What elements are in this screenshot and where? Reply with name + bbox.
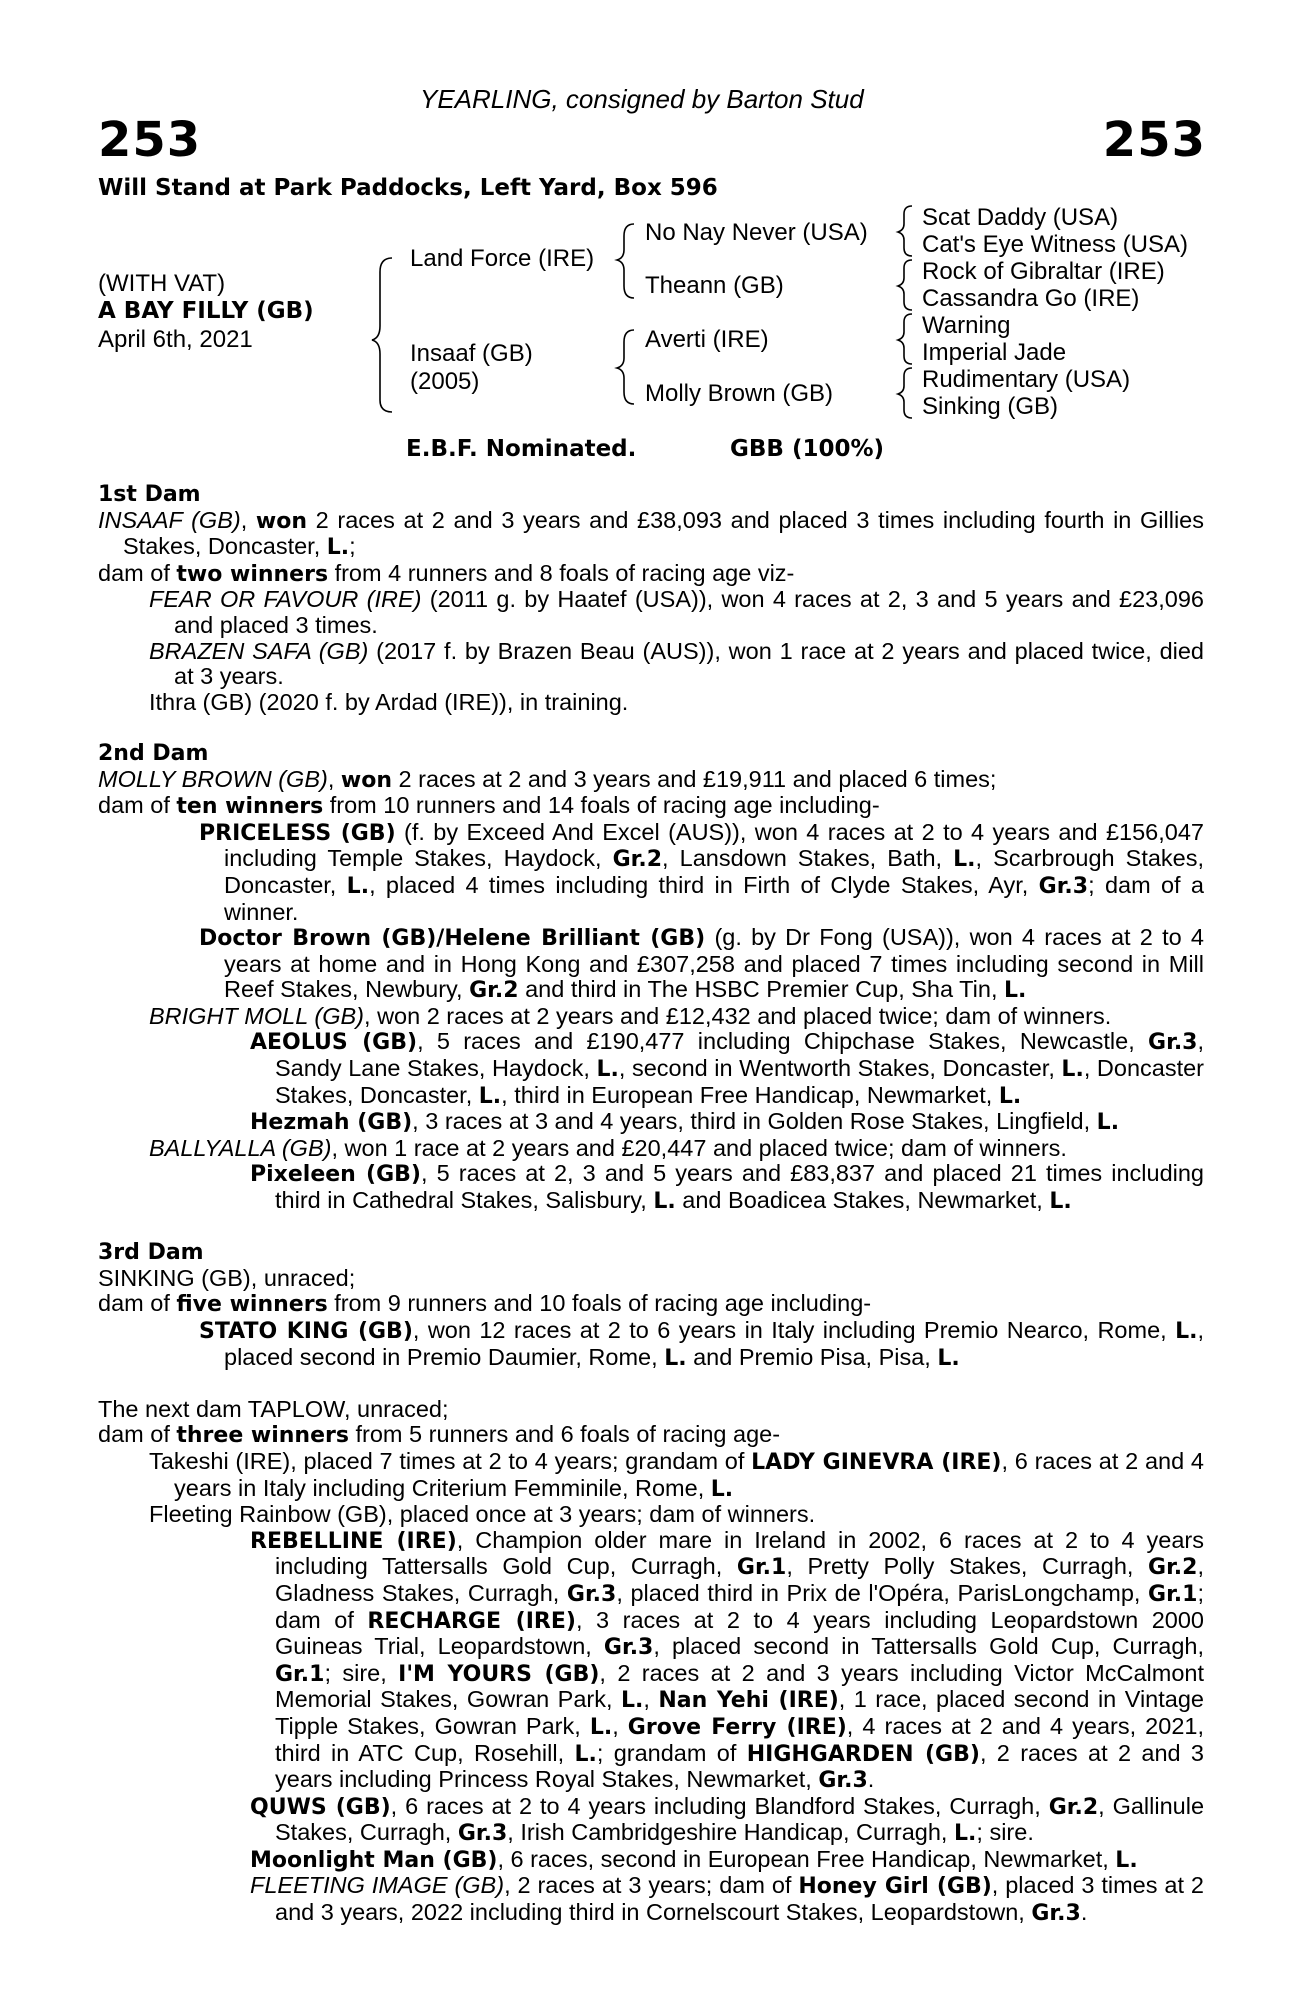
second-dam-record: MOLLY BROWN (GB), won 2 races at 2 and 3 years and £19,911 and placed 6 times;: [98, 765, 997, 793]
list-item: [98, 690, 1204, 716]
next-dam-record: The next dam TAPLOW, unraced;: [98, 1395, 449, 1422]
third-dam-produce: [98, 1291, 1204, 1318]
grade-mark: Gr.2: [1148, 1555, 1198, 1581]
record-text: .: [1080, 1899, 1088, 1926]
ancestor-4: Cassandra Go (IRE): [922, 285, 1140, 312]
offspring-name: Honey Girl (GB): [798, 1874, 992, 1900]
record-text: , won 12 races at 2 to 6 years in Italy including Premio Nearco, Rome,: [412, 1317, 1176, 1343]
record-text: , Gladness Stakes, Curragh,: [275, 1553, 1204, 1606]
record-text: , Gallinule Stakes, Curragh,: [275, 1792, 1205, 1846]
record-text: 2 races at 2 and 3 years and £19,911 and placed 6 times;: [392, 765, 997, 792]
record-text: from 9 runners and 10 foals of racing age including-: [327, 1290, 872, 1317]
won-text: won: [255, 508, 308, 534]
dam-year: (2005): [410, 368, 480, 395]
record-text: , placed second in Tattersalls Gold Cup, Curragh,: [653, 1633, 1204, 1660]
grade-mark: Gr.2: [469, 978, 519, 1004]
listed-mark: L.: [1004, 978, 1027, 1004]
offspring-name: I'M YOURS (GB): [398, 1661, 600, 1687]
offspring-name: BALLYALLA (GB): [149, 1134, 332, 1161]
winners-count: three winners: [176, 1423, 349, 1449]
grade-mark: Gr.1: [736, 1555, 787, 1581]
dam-name: INSAAF (GB): [98, 506, 241, 533]
record-text: , second in Wentworth Stakes, Doncaster,: [618, 1055, 1062, 1082]
record-text: , 5 races at 2, 3 and 5 years and £83,837 and placed 21 times including third in Cathedral Stakes, Salisbury,: [275, 1160, 1205, 1214]
record-text: (2017 f. by Brazen Beau (AUS)), won 1 race at 2 years and placed twice, died at 3 years.: [174, 637, 1204, 690]
record-text: , 3 races at 2 to 4 years including Leopardstown 2000 Guineas Trial, Leopardstown,: [275, 1606, 1204, 1660]
catalogue-body: [98, 482, 1204, 1927]
list-item: [98, 1502, 1204, 1528]
ancestor-1: Scat Daddy (USA): [922, 204, 1119, 231]
record-text: (g. by Dr Fong (USA)), won 4 races at 2 to 4 years at home and in Hong Kong and £307,258 and placed 7 times including second in Mill Reef Stakes, Newbury,: [224, 924, 1205, 1003]
listed-mark: L.: [937, 1345, 960, 1371]
list-item: [98, 1528, 1204, 1794]
record-text: , 3 races at 3 and 4 years, third in Golden Rose Stakes, Lingfield,: [412, 1108, 1097, 1135]
listed-mark: L.: [998, 1083, 1022, 1109]
first-dam-record: INSAAF (GB), won 2 races at 2 and 3 years and £38,093 and placed 3 times including fourth in Gillies Stakes, Doncaster, L.;: [98, 506, 1204, 561]
ancestor-7: Rudimentary (USA): [922, 366, 1131, 393]
listed-mark: L.: [653, 1189, 676, 1215]
list-item: [98, 587, 1204, 638]
ebf-nominated: E.B.F. Nominated.: [406, 436, 637, 462]
listed-mark: L.: [596, 1057, 619, 1083]
offspring-name: AEOLUS (GB): [250, 1030, 418, 1056]
record-text: ,: [612, 1712, 628, 1739]
grade-mark: Gr.3: [566, 1581, 617, 1607]
second-dam-section: [98, 741, 1204, 1215]
record-text: , placed third in Prix de l'Opéra, ParisLongchamp,: [616, 1579, 1149, 1606]
grade-mark: Gr.2: [612, 847, 663, 873]
offspring-name: Doctor Brown (GB)/Helene Brilliant (GB): [199, 926, 706, 952]
offspring-name: Grove Ferry (IRE): [627, 1714, 847, 1740]
listed-mark: L.: [1061, 1057, 1084, 1083]
ancestor-3: Rock of Gibraltar (IRE): [922, 258, 1165, 285]
consignor-line: YEARLING, consigned by Barton Stud: [420, 84, 864, 114]
list-item: [98, 1873, 1204, 1926]
next-dam-produce: [98, 1422, 1204, 1449]
list-item: [98, 1161, 1204, 1214]
listed-mark: L.: [1115, 1847, 1138, 1873]
record-text: from 4 runners and 8 foals of racing age viz-: [328, 559, 795, 586]
record-text: , placed second in Premio Daumier, Rome,: [224, 1317, 1204, 1370]
grade-mark: Gr.3: [818, 1768, 868, 1794]
vat-label: (WITH VAT): [98, 270, 226, 297]
record-text: , Doncaster Stakes, Doncaster,: [275, 1055, 1205, 1108]
list-item: [98, 1029, 1204, 1109]
record-text: and Boadicea Stakes, Newmarket,: [675, 1187, 1050, 1214]
dam-name: Insaaf (GB): [410, 340, 533, 367]
grade-mark: Gr.2: [1048, 1794, 1099, 1820]
record-text: , 4 races at 2 and 4 years, 2021, third in ATC Cup, Rosehill,: [275, 1712, 1204, 1766]
offspring-name: BRAZEN SAFA (GB): [149, 637, 369, 664]
record-text: ; grandam of: [596, 1739, 747, 1766]
record-text: , 5 races and £190,477 including Chipchase Stakes, Newcastle,: [417, 1028, 1149, 1055]
dam-dam: Molly Brown (GB): [645, 380, 834, 407]
ancestor-8: Sinking (GB): [922, 393, 1059, 420]
grade-mark: Gr.1: [275, 1661, 325, 1687]
record-text: from 5 runners and 6 foals of racing age-: [348, 1421, 781, 1448]
winners-count: ten winners: [176, 794, 324, 820]
sire-dam: Theann (GB): [645, 272, 784, 299]
grade-mark: Gr.3: [457, 1821, 508, 1847]
listed-mark: L.: [589, 1714, 613, 1740]
record-text: , placed 3 times at 2 and 3 years, 2022 including third in Cornelscourt Stakes, Leopardstown,: [275, 1872, 1204, 1926]
record-text: , 6 races at 2 and 4 years in Italy including Criterium Femminile, Rome,: [174, 1447, 1204, 1501]
listed-mark: L.: [574, 1741, 597, 1767]
record-text: , 6 races, second in European Free Handicap, Newmarket,: [497, 1845, 1116, 1872]
record-text: , Scarbrough Stakes, Doncaster,: [224, 845, 1205, 898]
record-text: , won 2 races at 2 years and £12,432 and placed twice; dam of winners.: [364, 1002, 1112, 1029]
list-item: [98, 820, 1204, 925]
record-text: (2011 g. by Haatef (USA)), won 4 races at 2, 3 and 5 years and £23,096 and placed 3 times.: [174, 586, 1204, 638]
record-text: , Champion older mare in Ireland in 2002, 6 races at 2 to 4 years including Tattersalls Gold Cup, Curragh,: [275, 1526, 1204, 1580]
record-text: dam of: [98, 1421, 177, 1448]
listed-mark: L.: [710, 1476, 734, 1502]
record-text: , 2 races at 2 and 3 years including Princess Royal Stakes, Newmarket,: [275, 1739, 1204, 1793]
listed-mark: L.: [664, 1345, 687, 1371]
record-text: , 2 races at 2 and 3 years including Victor McCalmont Memorial Stakes, Gowran Park,: [275, 1659, 1204, 1713]
record-text: .: [867, 1766, 875, 1793]
list-item: [98, 925, 1204, 1004]
dam-name: MOLLY BROWN (GB): [98, 765, 328, 792]
record-text: 2 races at 2 and 3 years and £38,093 and placed 3 times including fourth in Gillies Stakes, Doncaster,: [123, 506, 1204, 560]
third-dam-heading: 3rd Dam: [98, 1240, 204, 1266]
record-text: , Irish Cambridgeshire Handicap, Curragh,: [507, 1819, 954, 1846]
record-text: , 2 races at 3 years; dam of: [504, 1872, 799, 1899]
list-item: [98, 1318, 1204, 1371]
gbb-status: GBB (100%): [730, 436, 885, 462]
listed-mark: L.: [326, 535, 350, 561]
record-text: , Pretty Polly Stakes, Curragh,: [786, 1553, 1149, 1580]
record-text: ; dam of a winner.: [224, 871, 1204, 925]
first-dam-heading: 1st Dam: [98, 482, 201, 507]
record-text: dam of: [98, 792, 177, 819]
offspring-name: FEAR OR FAVOUR (IRE): [149, 586, 422, 613]
offspring-name: QUWS (GB): [250, 1794, 391, 1820]
ancestor-2: Cat's Eye Witness (USA): [922, 231, 1188, 258]
listed-mark: L.: [478, 1083, 502, 1109]
record-text: ; sire,: [324, 1659, 399, 1686]
listed-mark: L.: [1096, 1110, 1120, 1136]
offspring-name: Moonlight Man (GB): [250, 1847, 498, 1873]
dam-sire: Averti (IRE): [645, 326, 769, 353]
list-item: [98, 1449, 1204, 1502]
listed-mark: L.: [954, 1821, 977, 1847]
offspring-name: REBELLINE (IRE): [250, 1528, 457, 1554]
offspring-name: RECHARGE (IRE): [367, 1608, 576, 1634]
grade-mark: Gr.3: [1031, 1901, 1081, 1927]
offspring-name: Hezmah (GB): [250, 1110, 413, 1136]
record-text: Fleeting Rainbow (GB), placed once at 3 years; dam of winners.: [149, 1501, 816, 1528]
lot-number-right: 253: [1102, 112, 1206, 168]
listed-mark: L.: [953, 847, 976, 873]
record-text: ;: [349, 533, 356, 560]
record-text: dam of: [98, 559, 177, 586]
record-text: dam of: [98, 1290, 177, 1317]
record-text: , 6 races at 2 to 4 years including Blandford Stakes, Curragh,: [390, 1792, 1049, 1819]
record-text: , won 1 race at 2 years and £20,447 and placed twice; dam of winners.: [331, 1134, 1067, 1161]
record-text: Ithra (GB) (2020 f. by Ardad (IRE)), in training.: [149, 688, 629, 715]
record-text: ; sire.: [976, 1819, 1034, 1846]
second-dam-heading: 2nd Dam: [98, 740, 209, 766]
offspring-name: LADY GINEVRA (IRE): [751, 1449, 1002, 1475]
sire-name: Land Force (IRE): [410, 245, 595, 272]
offspring-name: Pixeleen (GB): [250, 1162, 421, 1188]
lot-number-left: 253: [98, 112, 202, 168]
record-text: (f. by Exceed And Excel (AUS)), won 4 races at 2 to 4 years and £156,047 including Temple Stakes, Haydock,: [224, 818, 1204, 872]
third-dam-section: [98, 1240, 1204, 1371]
list-item: [98, 1004, 1204, 1030]
second-dam-produce: [98, 793, 1204, 820]
grade-mark: Gr.3: [1038, 873, 1089, 899]
ancestor-6: Imperial Jade: [922, 339, 1067, 366]
list-item: [98, 1847, 1204, 1874]
winners-count: five winners: [176, 1292, 328, 1318]
won-text: won: [340, 767, 392, 793]
record-text: Takeshi (IRE), placed 7 times at 2 to 4 years; grandam of: [149, 1447, 752, 1474]
listed-mark: L.: [620, 1688, 644, 1714]
record-text: , Lansdown Stakes, Bath,: [662, 845, 954, 872]
list-item: [98, 1794, 1204, 1847]
record-text: and Premio Pisa, Pisa,: [686, 1343, 938, 1370]
offspring-name: STATO KING (GB): [199, 1319, 413, 1344]
third-dam-record: SINKING (GB), unraced;: [98, 1264, 356, 1291]
listed-mark: L.: [346, 873, 370, 899]
record-text: and third in The HSBC Premier Cup, Sha Tin,: [518, 976, 1005, 1003]
record-text: , Sandy Lane Stakes, Haydock,: [275, 1028, 1205, 1082]
grade-mark: Gr.3: [603, 1635, 654, 1661]
record-text: , 1 race, placed second in Vintage Tipple Stakes, Gowran Park,: [275, 1686, 1204, 1739]
offspring-name: Nan Yehi (IRE): [658, 1688, 839, 1714]
list-item: [98, 639, 1204, 690]
offspring-name: FLEETING IMAGE (GB): [250, 1872, 505, 1899]
horse-name: A BAY FILLY (GB): [98, 298, 314, 324]
first-dam-section: [98, 482, 1204, 715]
grade-mark: Gr.3: [1148, 1030, 1198, 1056]
list-item: [98, 1109, 1204, 1136]
grade-mark: Gr.1: [1148, 1581, 1198, 1607]
offspring-name: PRICELESS (GB): [199, 820, 396, 846]
list-item: [98, 1136, 1204, 1162]
stabling-location: Will Stand at Park Paddocks, Left Yard, Box 596: [98, 175, 718, 201]
record-text: from 10 runners and 14 foals of racing age including-: [323, 792, 880, 819]
record-text: , third in European Free Handicap, Newmarket,: [501, 1081, 999, 1108]
offspring-name: HIGHGARDEN (GB): [746, 1741, 980, 1767]
listed-mark: L.: [1049, 1189, 1072, 1215]
offspring-name: BRIGHT MOLL (GB): [149, 1002, 365, 1029]
ancestor-5: Warning: [922, 312, 1011, 339]
sire-sire: No Nay Never (USA): [645, 219, 868, 246]
listed-mark: L.: [1175, 1319, 1198, 1344]
winners-count: two winners: [176, 561, 329, 587]
record-text: ; dam of: [275, 1579, 1204, 1633]
next-dam-section: [98, 1397, 1204, 1927]
birth-date: April 6th, 2021: [98, 326, 253, 353]
first-dam-produce: [98, 561, 1204, 588]
record-text: , placed 4 times including third in Firth of Clyde Stakes, Ayr,: [369, 871, 1039, 898]
record-text: ,: [643, 1686, 659, 1713]
